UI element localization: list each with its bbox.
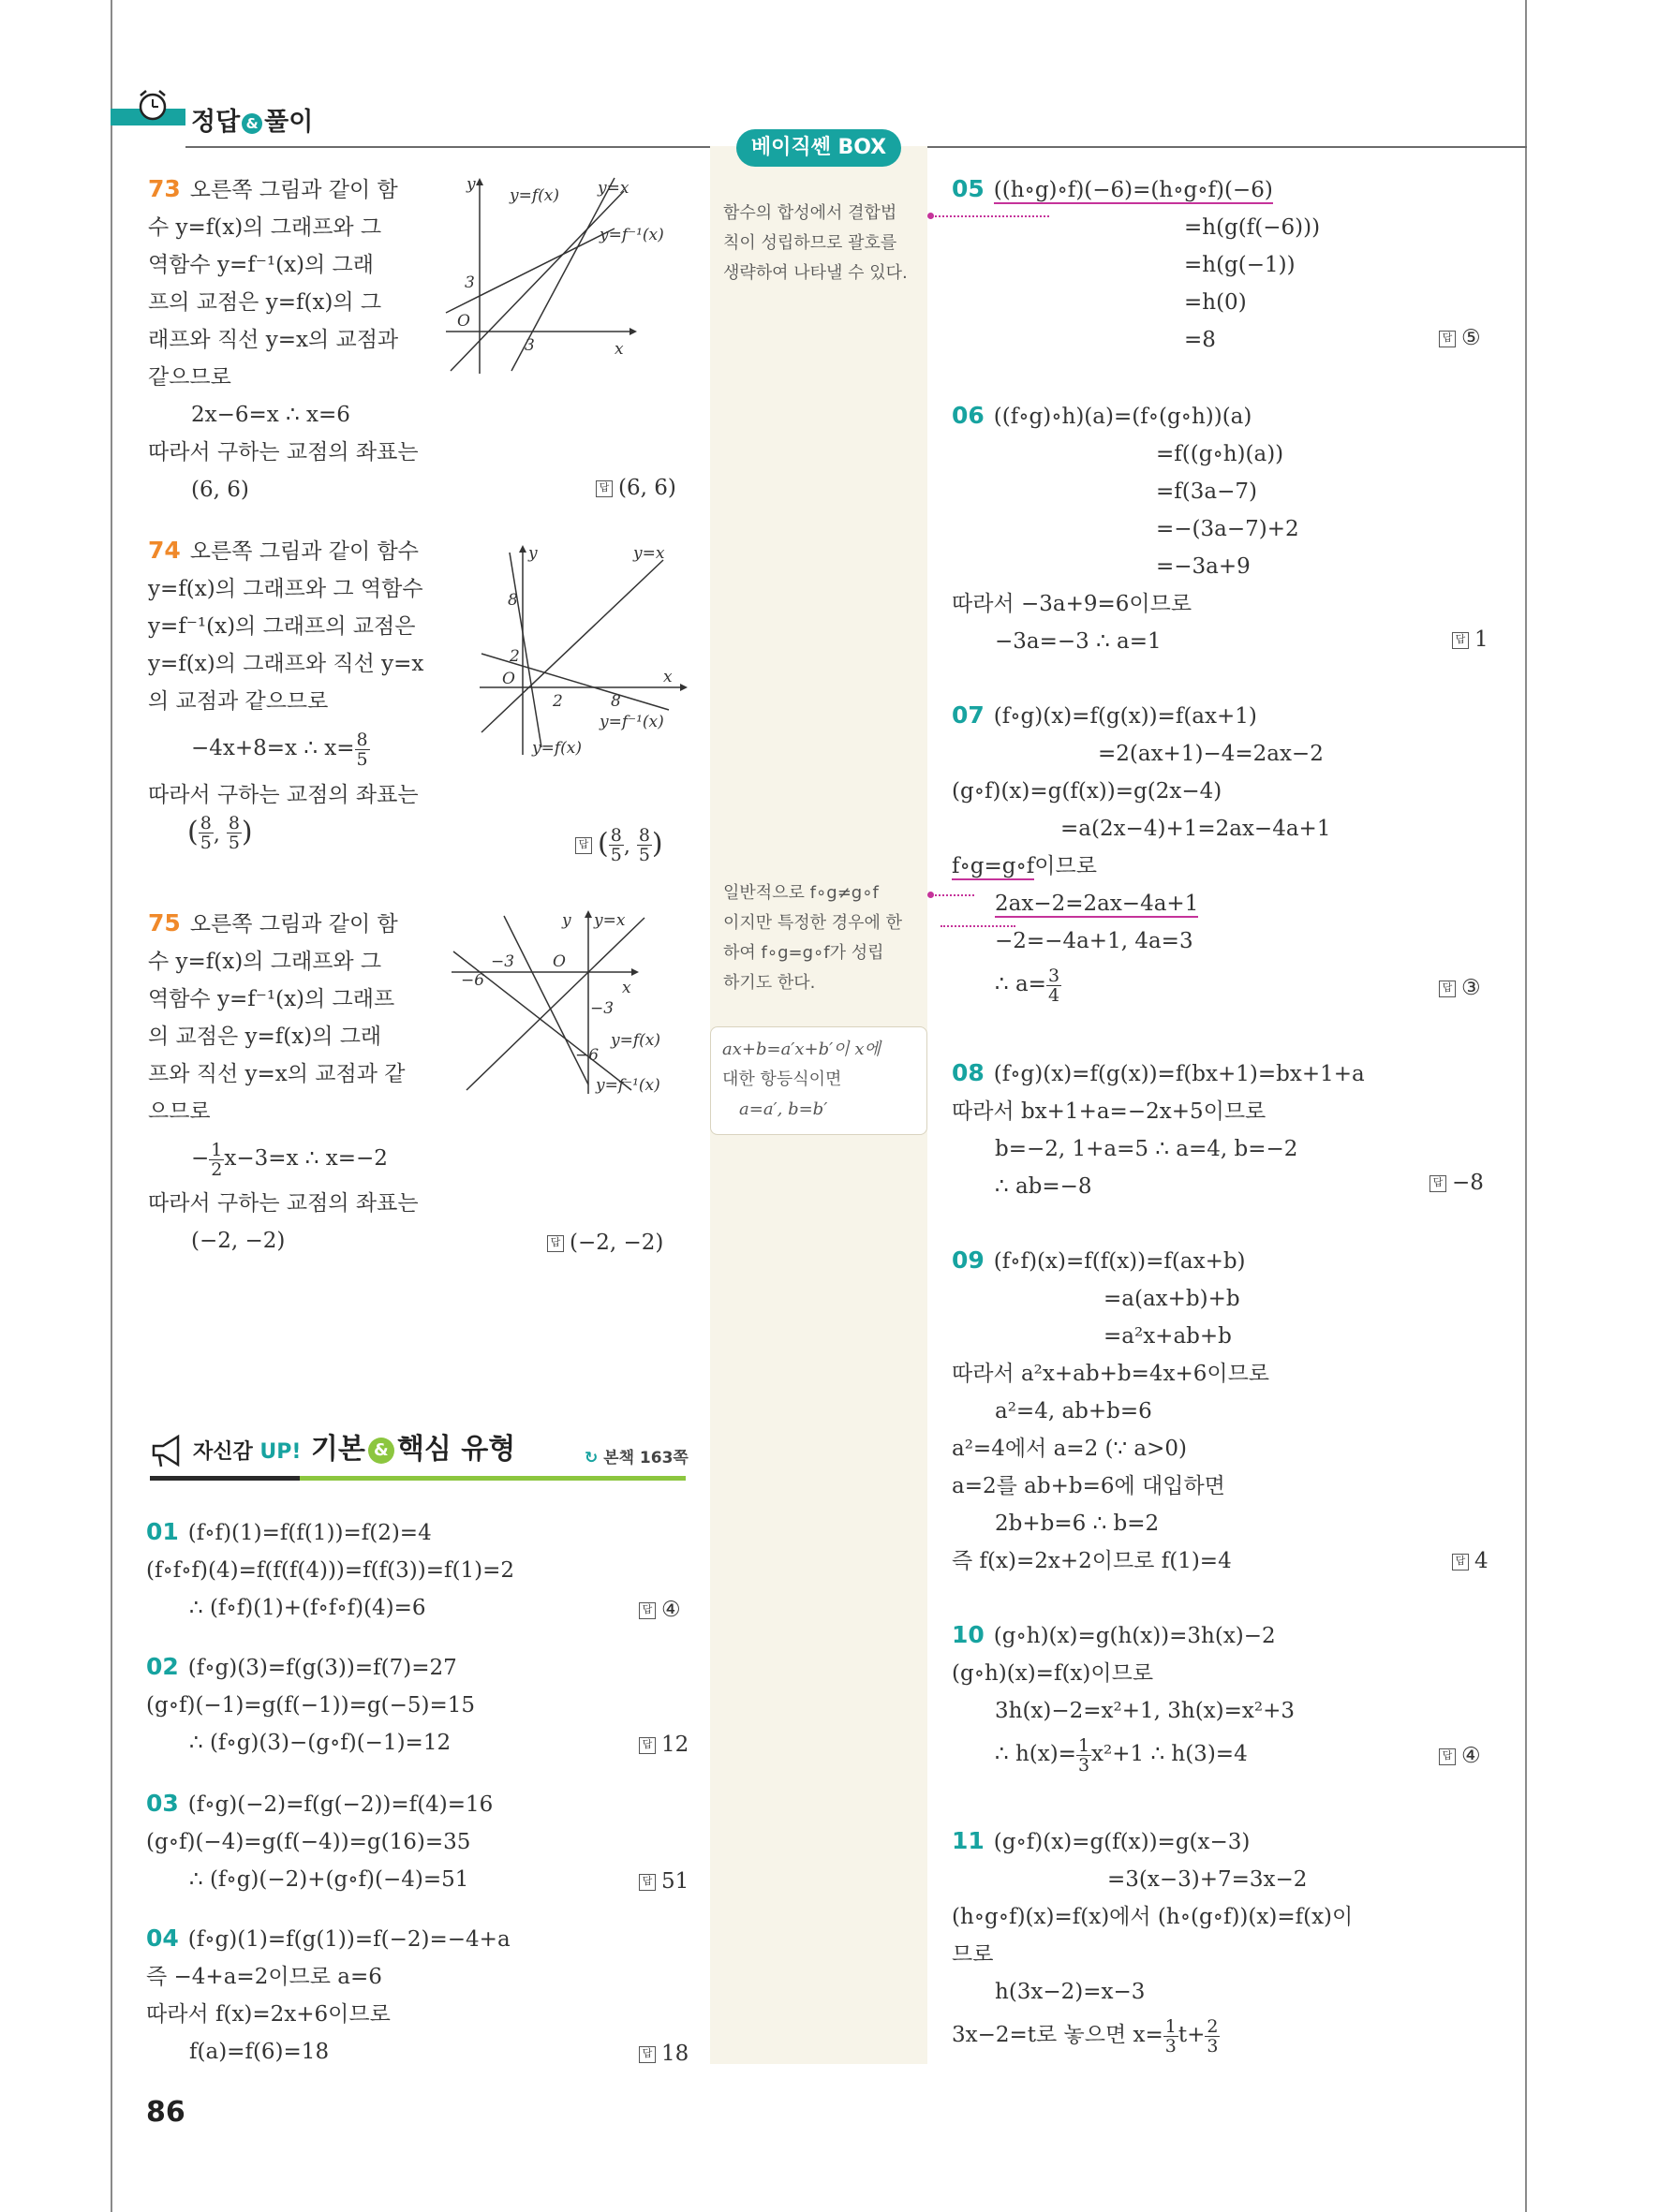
text-line: (g∘f)(x)=g(f(x))=g(2x−4)	[952, 779, 1222, 804]
fraction	[609, 826, 624, 864]
equation: −4x+8=x ∴ x=	[191, 736, 355, 760]
text-line: (g∘h)(x)=f(x)이므로	[952, 1661, 1154, 1686]
text-line: 따라서 구하는 교점의 좌표는	[148, 782, 419, 807]
tip-line: 하기도 한다.	[723, 973, 816, 993]
numerator: 8	[356, 729, 368, 750]
comma: ,	[623, 834, 637, 859]
answer-icon: 답	[639, 1737, 656, 1754]
text-line: =3(x−3)+7=3x−2	[1107, 1867, 1308, 1892]
text-line: (f∘g)(x)=f(g(x))=f(bx+1)=bx+1+a	[993, 1062, 1365, 1086]
problem-number: 73	[148, 175, 181, 202]
text-line: 따라서 −3a+9=6이므로	[952, 592, 1192, 616]
comma: ,	[213, 822, 227, 847]
text-line: 따라서 구하는 교점의 좌표는	[148, 1190, 419, 1216]
fraction	[1076, 1736, 1091, 1775]
section-title-b: 핵심 유형	[396, 1433, 516, 1466]
text-line: 수 y=f(x)의 그래프와 그	[148, 950, 382, 974]
question-number: 11	[952, 1827, 985, 1854]
text-line: 따라서 f(x)=2x+6이므로	[146, 2002, 391, 2027]
answer-icon: 답	[639, 1602, 656, 1619]
text-line: 프의 교점은 y=f(x)의 그	[148, 290, 382, 315]
curve-label-finv: y=f⁻¹(x)	[600, 226, 664, 244]
text-line: 따라서 bx+1+a=−2x+5이므로	[952, 1099, 1266, 1124]
answer-icon: 답	[1452, 1554, 1469, 1571]
text-line: =8	[1184, 328, 1216, 352]
answer-icon: 답	[596, 480, 613, 497]
question-02	[146, 1648, 475, 1762]
text-line: a²=4에서 a=2 (∵ a>0)	[952, 1437, 1188, 1461]
text-line: y=f(x)의 그래프와 직선 y=x	[148, 652, 424, 676]
minus-sign: −	[191, 1146, 210, 1171]
text-line: ∴ a=	[995, 972, 1046, 996]
question-number: 08	[952, 1059, 985, 1086]
denominator: 3	[1077, 1754, 1090, 1776]
axis-label-x: x	[615, 340, 624, 359]
text-line: ∴ h(x)=	[995, 1742, 1076, 1766]
page-number: 86	[146, 2096, 185, 2129]
text-line: ∴ ab=−8	[995, 1174, 1092, 1199]
text-line: y=f⁻¹(x)의 그래프의 교점은	[148, 614, 416, 639]
curve-label-yx: y=x	[598, 179, 630, 198]
result: (−2, −2)	[191, 1228, 286, 1253]
answer-value: 1	[1474, 627, 1489, 652]
tip-line: ax+b=a′x+b′이 x에	[722, 1040, 881, 1059]
graph-75	[448, 907, 689, 1107]
answer-icon: 답	[1429, 1175, 1446, 1192]
answer-icon: 답	[1439, 981, 1456, 997]
numerator: 3	[1047, 965, 1060, 986]
answer-value: ⑤	[1461, 326, 1481, 350]
page-header-title	[191, 101, 313, 138]
text-line: (f∘f)(x)=f(f(x))=f(ax+b)	[993, 1249, 1246, 1274]
answer-value: −8	[1452, 1171, 1484, 1195]
tip-line: 대한 항등식이면	[722, 1069, 842, 1089]
page-edge-right	[1525, 0, 1527, 2212]
tick-label: 3	[525, 336, 535, 355]
tip-commutative	[723, 878, 926, 998]
text-line: =−3a+9	[1156, 554, 1251, 579]
tick-label: 2	[553, 692, 563, 711]
text-line: 래프와 직선 y=x의 교점과	[148, 328, 399, 352]
pointer-dot	[927, 892, 934, 898]
section-title-a: 기본	[301, 1433, 365, 1466]
question-number: 01	[146, 1518, 179, 1545]
tip-identity-card	[710, 1026, 927, 1135]
problem-number: 74	[148, 537, 181, 564]
text-line: −3a=−3 ∴ a=1	[995, 629, 1162, 654]
text-line: ∴ (f∘g)(3)−(g∘f)(−1)=12	[189, 1731, 452, 1755]
fraction	[1163, 2017, 1178, 2056]
question-06	[952, 397, 1299, 660]
answer-74: 답 ( $\frac{8}{5}$ , $\frac{8}{5}$ )	[575, 826, 663, 864]
text-line: ((f∘g)∘h)(a)=(f∘(g∘h))(a)	[993, 405, 1252, 429]
numerator: 8	[228, 813, 240, 833]
header-title-a: 정답	[191, 108, 241, 137]
tip-associative-law	[723, 199, 926, 288]
tick-label: 8	[508, 591, 518, 610]
answer-04	[639, 2042, 689, 2066]
graph-74	[476, 541, 689, 762]
answer-value: (6, 6)	[618, 476, 676, 500]
curve-label-finv: y=f⁻¹(x)	[600, 713, 664, 731]
origin-label: O	[457, 312, 470, 331]
tick-label: −6	[461, 971, 485, 990]
textbook-reference-text: 본책 163쪽	[603, 1449, 689, 1467]
question-number: 09	[952, 1246, 985, 1274]
text-line: 따라서 a²x+ab+b=4x+6이므로	[952, 1362, 1270, 1386]
text-line: y=f(x)의 그래프와 그 역함수	[148, 577, 423, 601]
text-line: =h(g(−1))	[1184, 253, 1296, 277]
tip-line: 하여 f∘g=g∘f가 성립	[723, 943, 884, 963]
text-line: t+	[1178, 2023, 1206, 2047]
result: (6, 6)	[191, 478, 249, 502]
question-number: 05	[952, 175, 985, 202]
problem-number: 75	[148, 909, 181, 936]
text-line: (g∘f)(−1)=g(f(−1))=g(−5)=15	[146, 1693, 475, 1718]
curve-label-fx: y=f(x)	[532, 739, 582, 758]
text-line: 역함수 y=f⁻¹(x)의 그래	[148, 253, 374, 277]
numerator: 1	[211, 1139, 223, 1160]
text-line: (f∘g)(3)=f(g(3))=f(7)=27	[187, 1656, 457, 1680]
text-line: =2(ax+1)−4=2ax−2	[1098, 742, 1324, 766]
answer-icon: 답	[575, 837, 592, 854]
numerator: 8	[200, 813, 212, 833]
answer-73	[596, 476, 676, 500]
fraction	[209, 1141, 224, 1179]
numerator: 8	[638, 825, 650, 846]
tick-label: 3	[465, 273, 475, 292]
question-07	[952, 697, 1330, 1005]
text-line: =h(g(f(−6)))	[1184, 215, 1321, 240]
text-line: (g∘f)(x)=g(f(x))=g(x−3)	[993, 1830, 1251, 1854]
text-line: =a(2x−4)+1=2ax−4a+1	[1060, 817, 1331, 841]
problem-75	[148, 905, 419, 1260]
tick-label: 2	[510, 647, 520, 666]
axis-label-y: y	[562, 911, 571, 930]
answer-09	[1452, 1549, 1489, 1573]
answer-value: 4	[1474, 1549, 1489, 1573]
axis-label-x: x	[663, 668, 673, 686]
answer-07	[1439, 976, 1481, 1000]
text-line: =f((g∘h)(a))	[1156, 442, 1284, 466]
equation: 2x−6=x ∴ x=6	[191, 403, 350, 427]
text-line: ∴ (f∘g)(−2)+(g∘f)(−4)=51	[189, 1867, 469, 1892]
denominator: 4	[1047, 984, 1060, 1006]
numerator: 1	[1164, 2015, 1177, 2037]
answer-icon: 답	[639, 1874, 656, 1891]
tick-label: −6	[575, 1046, 600, 1065]
text-line: 으므로	[148, 1099, 211, 1124]
question-number: 10	[952, 1621, 985, 1648]
denominator: 5	[200, 833, 212, 853]
answer-value: ④	[661, 1598, 681, 1622]
axis-label-x: x	[622, 979, 631, 997]
tick-label: −3	[590, 999, 615, 1018]
problem-74	[148, 532, 423, 854]
text-line: 오른쪽 그림과 같이 함	[189, 912, 398, 936]
tip-line: 이지만 특정한 경우에 한	[723, 913, 903, 933]
text-line: =a²x+ab+b	[1104, 1324, 1232, 1349]
text-line: 즉 f(x)=2x+2이므로 f(1)=4	[952, 1549, 1232, 1573]
section-up: UP!	[259, 1440, 302, 1464]
answer-value: 18	[661, 2042, 689, 2066]
answer-icon: 답	[1439, 331, 1456, 347]
text-line: h(3x−2)=x−3	[995, 1980, 1146, 2004]
result: ( $\frac{8}{5}$ , $\frac{8}{5}$ )	[187, 813, 253, 853]
axis-label-y: y	[467, 175, 476, 194]
text-line: 프와 직선 y=x의 교점과 같	[148, 1062, 406, 1086]
text-line: b=−2, 1+a=5 ∴ a=4, b=−2	[995, 1137, 1298, 1161]
denominator: 5	[356, 748, 368, 770]
textbook-reference	[585, 1444, 689, 1467]
fraction	[227, 814, 242, 852]
question-number: 03	[146, 1790, 179, 1817]
text-line: −2=−4a+1, 4a=3	[995, 929, 1193, 953]
answer-10	[1439, 1744, 1481, 1768]
equation: x−3=x ∴ x=−2	[224, 1146, 388, 1171]
section-title	[193, 1425, 515, 1467]
basic-box-badge: 베이직쎈 BOX	[736, 129, 901, 167]
text-line: 므로	[952, 1942, 994, 1967]
graph-73	[437, 172, 689, 382]
text-line: (g∘h)(x)=g(h(x))=3h(x)−2	[993, 1624, 1276, 1648]
text-line: 즉 −4+a=2이므로 a=6	[146, 1965, 382, 1989]
denominator: 3	[1207, 2035, 1219, 2057]
tip-line: a=a′, b=b′	[739, 1099, 828, 1119]
page-edge-left	[111, 0, 112, 2212]
question-08	[952, 1054, 1365, 1205]
text-line: f∘g=g∘f	[952, 854, 1035, 878]
text-line: 2ax−2=2ax−4a+1	[995, 892, 1199, 916]
answer-05	[1439, 326, 1481, 350]
alarm-clock-icon	[135, 88, 170, 125]
question-number: 07	[952, 701, 985, 729]
curve-label-yx: y=x	[633, 544, 665, 563]
tick-label: 8	[611, 692, 621, 711]
megaphone-icon	[150, 1433, 189, 1474]
question-number: 04	[146, 1924, 179, 1952]
answer-value: 12	[661, 1733, 689, 1757]
tip-line: 일반적으로 f∘g≠g∘f	[723, 883, 879, 903]
text-line: a=2를 ab+b=6에 대입하면	[952, 1474, 1225, 1498]
text-line: =−(3a−7)+2	[1156, 517, 1299, 541]
section-pre: 자신감	[193, 1440, 260, 1464]
curve-label-finv: y=f⁻¹(x)	[596, 1076, 660, 1095]
text-line: (f∘f)(1)=f(f(1))=f(2)=4	[187, 1521, 432, 1545]
question-05	[952, 170, 1320, 359]
text-line: 의 교점은 y=f(x)의 그래	[148, 1025, 382, 1049]
question-11	[952, 1822, 1353, 2056]
text-line: 오른쪽 그림과 같이 함수	[189, 539, 419, 564]
fraction	[199, 814, 214, 852]
answer-value: ④	[1461, 1744, 1481, 1768]
text-line: 수 y=f(x)의 그래프와 그	[148, 215, 382, 240]
problem-73	[148, 170, 419, 509]
section-amp: &	[368, 1438, 394, 1464]
question-01	[146, 1513, 514, 1627]
tick-label: −3	[491, 952, 515, 971]
question-number: 02	[146, 1653, 179, 1680]
text-line: 의 교점과 같으므로	[148, 689, 329, 714]
text-line: 오른쪽 그림과 같이 함	[189, 178, 398, 202]
text-line: 3x−2=t로 놓으면 x=	[952, 2023, 1163, 2047]
text-line: 따라서 구하는 교점의 좌표는	[148, 440, 419, 465]
numerator: 2	[1207, 2015, 1219, 2037]
answer-75	[547, 1231, 663, 1255]
text-line: 2b+b=6 ∴ b=2	[995, 1512, 1160, 1536]
curve-label-fx: y=f(x)	[611, 1031, 660, 1050]
text-line: f(a)=f(6)=18	[189, 2040, 330, 2064]
text-line: ∴ (f∘f)(1)+(f∘f∘f)(4)=6	[189, 1596, 426, 1620]
answer-value: (−2, −2)	[570, 1231, 664, 1255]
section-rule-green	[300, 1476, 686, 1481]
question-09	[952, 1242, 1269, 1580]
text-line: (f∘g)(−2)=f(g(−2))=f(4)=16	[187, 1792, 494, 1817]
question-04	[146, 1920, 511, 2071]
text-line: ((h∘g)∘f)(−6)=(h∘g∘f)(−6)	[993, 178, 1273, 202]
answer-03	[639, 1869, 689, 1894]
question-10	[952, 1616, 1295, 1775]
fraction	[1205, 2017, 1220, 2056]
text-line: =f(3a−7)	[1156, 479, 1257, 504]
origin-label: O	[553, 952, 566, 971]
denominator: 5	[638, 845, 650, 865]
header-title-b: 풀이	[264, 108, 314, 137]
denominator: 5	[228, 833, 240, 853]
tip-line: 생략하여 나타낼 수 있다.	[723, 263, 908, 283]
denominator: 2	[211, 1158, 223, 1180]
refresh-icon: ↻	[585, 1449, 599, 1467]
text-line: (f∘f∘f)(4)=f(f(f(4)))=f(f(3))=f(1)=2	[146, 1558, 514, 1583]
answer-icon: 답	[1452, 632, 1469, 649]
text-line: (h∘g∘f)(x)=f(x)에서 (h∘(g∘f))(x)=f(x)이	[952, 1905, 1354, 1929]
answer-06	[1452, 627, 1489, 652]
numerator: 1	[1077, 1734, 1090, 1756]
answer-08	[1429, 1171, 1484, 1195]
pointer-dot	[927, 213, 934, 219]
answer-icon: 답	[1439, 1748, 1456, 1765]
text-line: 역함수 y=f⁻¹(x)의 그래프	[148, 987, 395, 1011]
text-line: (g∘f)(−4)=g(f(−4))=g(16)=35	[146, 1830, 471, 1854]
axis-label-y: y	[528, 544, 538, 563]
answer-icon: 답	[547, 1235, 564, 1252]
origin-label: O	[502, 670, 515, 688]
denominator: 5	[610, 845, 622, 865]
text-line: 같으므로	[148, 365, 231, 390]
question-03	[146, 1785, 493, 1898]
text-line: =h(0)	[1184, 290, 1247, 315]
header-amp: &	[242, 113, 262, 134]
text-line: a²=4, ab+b=6	[995, 1399, 1152, 1423]
answer-02	[639, 1733, 689, 1757]
fraction	[355, 730, 370, 769]
fraction	[637, 826, 652, 864]
text-line: (f∘g)(1)=f(g(1))=f(−2)=−4+a	[187, 1927, 511, 1952]
curve-label-fx: y=f(x)	[510, 186, 559, 205]
tip-line: 칙이 성립하므로 괄호를	[723, 233, 897, 253]
curve-label-yx: y=x	[594, 911, 626, 930]
text-line: 이므로	[1034, 854, 1097, 878]
text-line: 3h(x)−2=x²+1, 3h(x)=x²+3	[995, 1699, 1295, 1723]
numerator: 8	[610, 825, 622, 846]
answer-icon: 답	[639, 2046, 656, 2063]
text-line: =a(ax+b)+b	[1104, 1287, 1240, 1311]
text-line: x²+1 ∴ h(3)=4	[1091, 1742, 1248, 1766]
answer-value: ③	[1461, 976, 1481, 1000]
text-line: (f∘g)(x)=f(g(x))=f(ax+1)	[993, 704, 1257, 729]
answer-01	[639, 1598, 681, 1622]
answer-value: 51	[661, 1869, 689, 1894]
denominator: 3	[1164, 2035, 1177, 2057]
question-number: 06	[952, 402, 985, 429]
fraction	[1046, 966, 1061, 1005]
tip-line: 함수의 합성에서 결합법	[723, 203, 897, 223]
